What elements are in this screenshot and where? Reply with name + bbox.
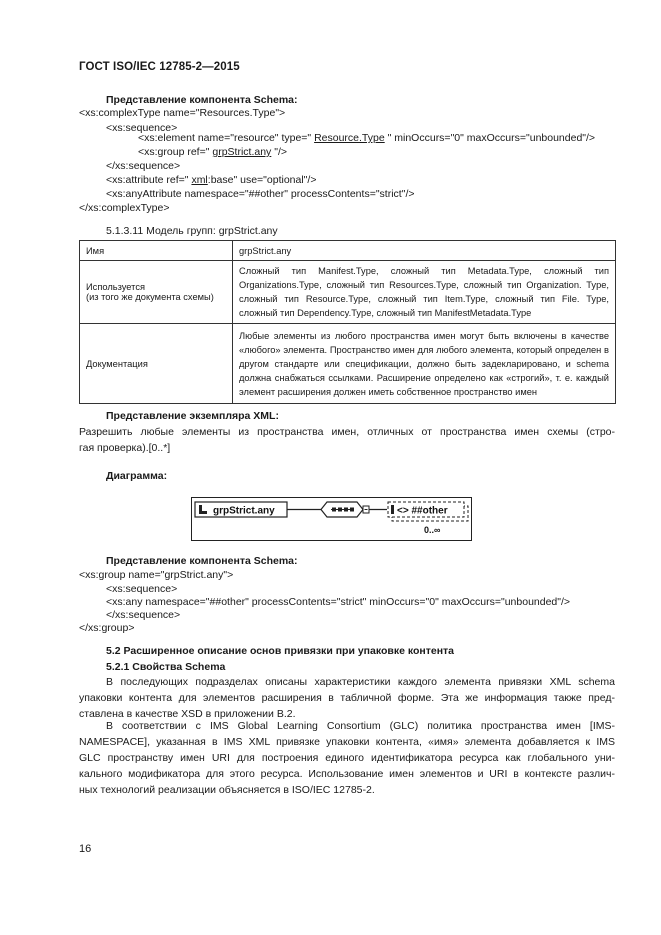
table-cell: Имя xyxy=(80,241,233,261)
text-line: упаковки контента для элементов расширения в табличной форме. Эта же информация также пред- xyxy=(79,692,615,704)
resource-type-link[interactable]: Resource.Type xyxy=(314,132,385,144)
group-label: grpStrict.any xyxy=(213,505,275,517)
text-line: Разрешить любые элементы из пространства имен, отличных от пространства имен схемы (стро- xyxy=(79,426,615,438)
table-row xyxy=(80,261,616,324)
section-title-5-1-3-11: 5.1.3.11 Модель групп: grpStrict.any xyxy=(106,225,278,237)
code-line: <xs:sequence> xyxy=(106,583,178,595)
schema-heading-1: Представление компонента Schema: xyxy=(106,94,298,106)
table-cell: Сложный тип Manifest.Type, сложный тип Metadata.Type, сложный тип Organizations.Type, сложный тип Resources.Type, сложный тип Organization. Type, сложный тип Resource.Type, сложный тип Item.Type, сложный тип File. Type, сложный тип Dependency.Type, сложный тип ManifestMetadata.Type xyxy=(233,261,616,324)
text-line: В соответствии с IMS Global Learning Consortium (GLC) политика пространства имен [IMS- xyxy=(106,720,615,732)
text-line: ных технологий реализации объясняется в ISO/IEC 12785-2. xyxy=(79,784,375,796)
sequence-dot xyxy=(338,508,342,512)
table-cell xyxy=(80,261,233,324)
page-number: 16 xyxy=(79,843,92,855)
cell-text: (из того же документа схемы) xyxy=(86,292,214,302)
code-text: :base" use="optional"/> xyxy=(207,174,317,186)
code-text: <xs:element name="resource" type=" xyxy=(138,132,315,144)
table-row xyxy=(80,324,616,404)
any-label: <> ##other xyxy=(397,505,448,517)
code-line xyxy=(138,146,287,158)
group-diagram xyxy=(191,497,472,541)
diagram-heading: Диаграмма: xyxy=(106,470,168,482)
code-line: <xs:sequence> xyxy=(106,122,178,134)
code-line: <xs:any namespace="##other" processContents="strict" minOccurs="0" maxOccurs="unbounded"/> xyxy=(106,596,571,608)
code-text: "/> xyxy=(271,146,288,158)
section-title-5-2-1: 5.2.1 Свойства Schema xyxy=(106,661,226,673)
properties-table xyxy=(79,240,616,404)
code-text: " minOccurs="0" maxOccurs="unbounded"/> xyxy=(384,132,596,144)
sequence-dot xyxy=(344,508,348,512)
schema-heading-2: Представление компонента Schema: xyxy=(106,555,298,567)
code-line: <xs:complexType name="Resources.Type"> xyxy=(79,107,286,119)
code-line xyxy=(138,132,595,144)
table-row xyxy=(80,241,616,261)
code-text: <xs:attribute ref=" xyxy=(106,174,192,186)
code-line: <xs:anyAttribute namespace="##other" processContents="strict"/> xyxy=(106,188,415,200)
code-line: </xs:complexType> xyxy=(79,202,170,214)
code-line: <xs:group name="grpStrict.any"> xyxy=(79,569,234,581)
xml-link[interactable]: xml xyxy=(191,174,208,186)
sequence-dot xyxy=(350,508,354,512)
text-line: В последующих подразделах описаны характеристики каждого элемента привязки XML schema xyxy=(106,676,615,688)
code-text: <xs:group ref=" xyxy=(138,146,213,158)
document-header: ГОСТ ISO/IEC 12785-2—2015 xyxy=(79,61,240,73)
grpstrict-any-link[interactable]: grpStrict.any xyxy=(212,146,272,158)
text-line: гая проверка).[0..*] xyxy=(79,442,171,454)
code-line: </xs:group> xyxy=(79,622,135,634)
any-icon xyxy=(391,505,394,514)
code-line: </xs:sequence> xyxy=(106,160,181,172)
section-title-5-2: 5.2 Расширенное описание основ привязки при упаковке контента xyxy=(106,645,455,657)
cell-text: Используется xyxy=(86,282,145,292)
text-line: кального модификатора для этого ресурса. Использование имен элементов и URI в контексте различ- xyxy=(79,768,615,780)
text-line: GLC пространству имен URI для построения единого идентификатора ресурса как глобального уни- xyxy=(79,752,615,764)
paragraph-2 xyxy=(79,718,615,798)
text-line: ставлена в качестве XSD в приложении В.2. xyxy=(79,708,296,720)
table-cell: grpStrict.any xyxy=(233,241,616,261)
table-cell: Документация xyxy=(80,324,233,404)
code-line: </xs:sequence> xyxy=(106,609,181,621)
occurs-label: 0..∞ xyxy=(424,525,441,535)
group-icon-base xyxy=(199,511,207,514)
paragraph-1 xyxy=(79,674,615,722)
sequence-dot xyxy=(332,508,336,512)
xml-instance-heading: Представление экземпляра XML: xyxy=(106,410,279,422)
table-cell: Любые элементы из любого пространства имен могут быть включены в качестве «любого» элемента. Пространство имен для любого элемента, который определен в другом стандарте или спецификации, должно быть задекларировано, и schema должна снабжаться ссылками. Расширение определено как «строгий», т. е. каждый элемент расширения должен иметь собственное пространство имен xyxy=(233,324,616,404)
code-line xyxy=(106,174,316,186)
xml-instance-text xyxy=(79,424,615,456)
text-line: NAMESPACE], указанная в IMS XML привязке упаковки контента, «имя» элемента добавляется к IMS xyxy=(79,736,615,748)
